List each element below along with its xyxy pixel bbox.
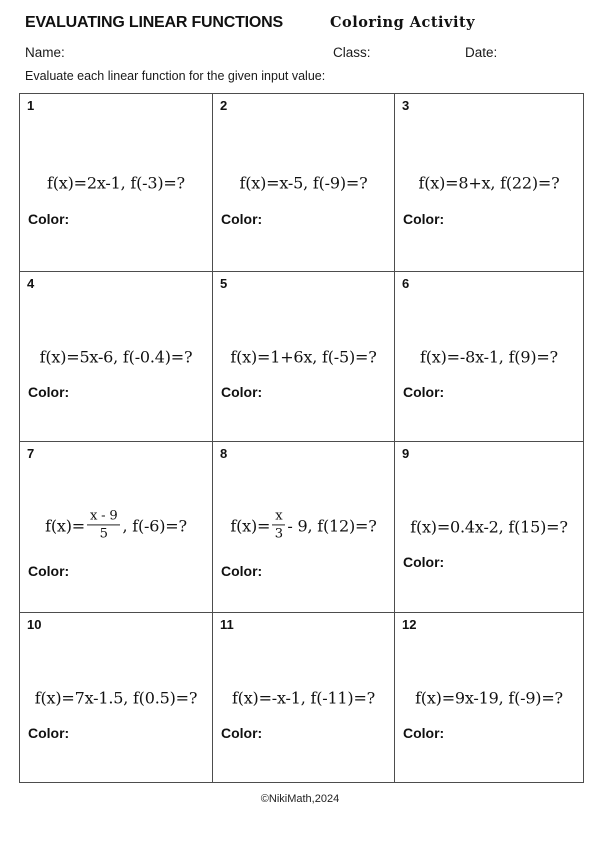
question-number: 5 [220,276,228,291]
worksheet-title: EVALUATING LINEAR FUNCTIONS [25,14,283,31]
color-label: Color: [221,210,263,227]
function-expression [397,173,581,192]
function-text: f(x)=-x-1, f(-11)=? [231,688,376,707]
color-label: Color: [221,724,263,741]
function-expression [22,347,210,366]
function-expression [215,688,392,707]
function-text: f(x)=0.4x-2, f(15)=? [410,517,568,537]
function-expression [397,347,581,366]
question-number: 7 [27,446,35,461]
fraction-numerator: x [272,508,285,525]
function-expression [215,347,392,366]
fraction-denominator: 3 [274,526,283,542]
fraction [87,508,121,541]
question-cell-7 [20,442,213,613]
fraction-numerator: x - 9 [87,508,121,525]
fraction [272,508,285,541]
function-text: f(x)=x-5, f(-9)=? [239,173,368,192]
color-label: Color: [28,724,70,741]
footer-credit: ©NikiMath,2024 [260,793,340,805]
function-expression [22,688,210,707]
function-expression [215,173,392,192]
activity-subtitle: Coloring Activity [330,14,476,31]
function-text: f(x)=7x-1.5, f(0.5)=? [34,688,198,707]
question-number: 1 [27,98,35,113]
question-number: 12 [402,617,417,632]
instruction-text: Evaluate each linear function for the given input value: [25,69,326,83]
question-number: 11 [220,617,234,632]
function-expression [397,518,581,537]
question-cell-3 [395,94,584,272]
name-label: Name: [25,45,65,60]
color-label: Color: [403,210,445,227]
question-cell-2 [213,94,395,272]
worksheet-table [19,93,584,783]
function-text: f(x)=2x-1, f(-3)=? [47,173,185,192]
color-label: Color: [28,383,70,400]
question-number: 6 [402,276,410,291]
question-cell-4 [20,272,213,442]
function-text: f(x)=1+6x, f(-5)=? [230,347,377,366]
question-cell-6 [395,272,584,442]
function-text: f(x)=-8x-1, f(9)=? [420,347,558,366]
question-cell-12 [395,613,584,783]
color-label: Color: [28,562,70,579]
color-label: Color: [403,554,445,571]
question-number: 3 [402,98,410,113]
color-label: Color: [221,383,263,400]
color-label: Color: [403,383,445,400]
function-expression [215,510,392,543]
question-cell-11 [213,613,395,783]
fraction-denominator: 5 [99,526,108,542]
question-cell-5 [213,272,395,442]
function-expression [397,688,581,707]
question-cell-10 [20,613,213,783]
function-expression [22,173,210,192]
function-expression [22,510,210,543]
color-label: Color: [28,210,70,227]
function-text: f(x)= [230,516,271,536]
question-cell-9 [395,442,584,613]
question-number: 2 [220,98,228,113]
date-label: Date: [465,45,498,60]
question-cell-8 [213,442,395,613]
function-text: f(x)=8+x, f(22)=? [418,173,560,192]
function-text: f(x)=9x-19, f(-9)=? [415,688,563,707]
function-text: f(x)=5x-6, f(-0.4)=? [39,347,193,366]
question-number: 10 [27,617,42,632]
question-number: 8 [220,446,228,461]
question-number: 9 [402,446,410,461]
class-label: Class: [333,45,371,60]
color-label: Color: [221,562,263,579]
color-label: Color: [403,724,445,741]
function-text: , f(-6)=? [122,516,187,536]
function-text: f(x)= [45,516,85,536]
function-text: - 9, f(12)=? [287,516,377,536]
question-number: 4 [27,276,35,291]
question-cell-1 [20,94,213,272]
